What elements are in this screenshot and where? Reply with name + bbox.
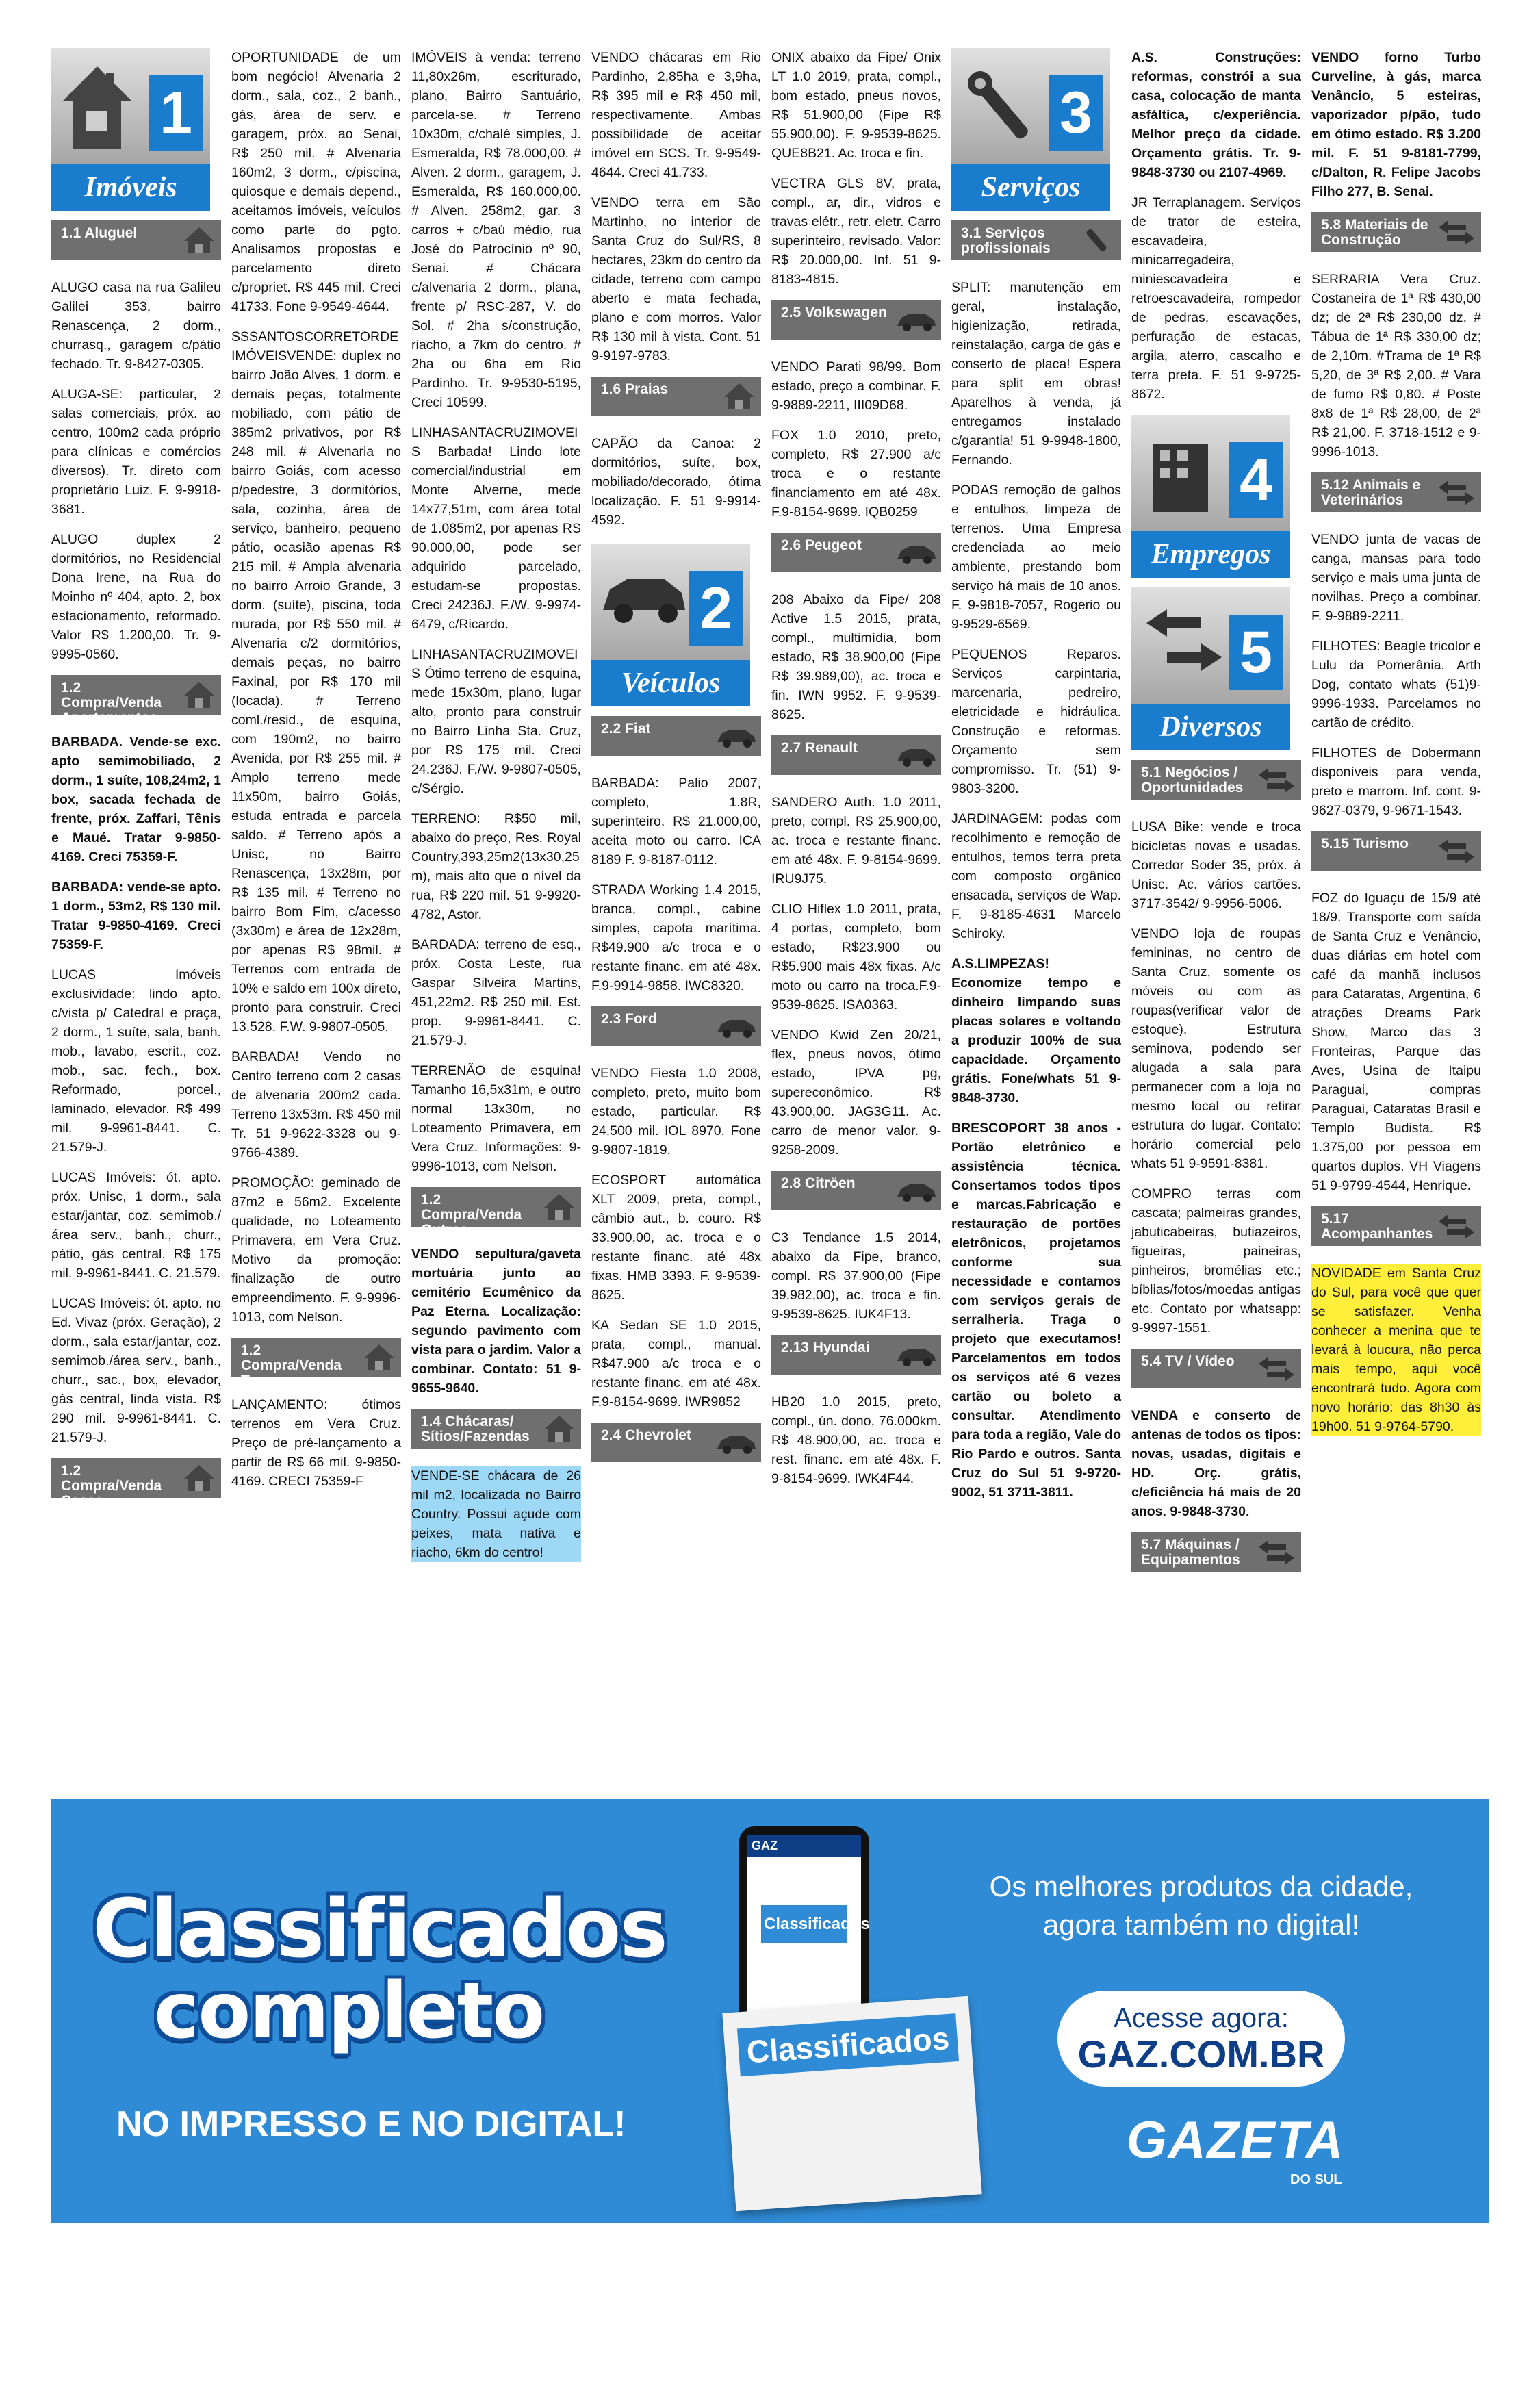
ad: LUSA Bike: vende e troca bicicletas novas e usadas. Corredor Soder 35, próx. à Unisc. Ac. vários cartões. 3717-3542/ 9-9956-5006. [1131,819,1301,911]
category-label: Imóveis [51,164,210,211]
ad: VENDO loja de roupas femininas, no centro de Santa Cruz, somente os móveis ou com as roupas(verificar valor de estoque). Estrutura seminova, podendo ser alugada a sala para permanecer com a loja no mesmo local ou retirar estrutura do lugar. Contato: horário comercial pelo whats 51 9-9591-8381. [1131,926,1301,1171]
banner-title: completo [154,1967,544,2056]
ad: VENDO forno Turbo Curveline, à gás, marca Venâncio, 5 esteiras, vaporizador p/pão, tudo em ótimo estado. R$ 3.200 mil. F. 51 9-8181-7799, c/Dalton, R. Felipe Jacobs Filho 277, B. Senai. [1311,50,1481,199]
section-praias: 1.6 Praias [591,377,761,416]
ad: VENDO chácaras em Rio Pardinho, 2,85ha e 3,9ha, R$ 395 mil e R$ 450 mil, respectivamente. Ambas possibilidade de aceitar imóvel em SCS. Tr. 9-9549-4644. Creci 41.733. [591,50,761,180]
section-materiais-construcao: 5.8 Materiais de Construção [1311,212,1481,252]
car-icon [716,1428,757,1457]
section-hyundai: 2.13 Hyundai [771,1335,941,1375]
section-negocios: 5.1 Negócios / Oportunidades [1131,760,1301,800]
section-turismo: 5.15 Turismo [1311,831,1481,871]
section-compra-venda-outros: 1.2 Compra/Venda Outros [411,1187,581,1227]
section-maquinas: 5.7 Máquinas / Equipamentos [1131,1532,1301,1572]
section-tv-video: 5.4 TV / Vídeo [1131,1349,1301,1388]
banner-title: Classificados [92,1881,667,1976]
arrows-icon [1436,837,1477,865]
house-icon [543,1192,576,1221]
ad: SSSANTOSCORRETORDEIMÓVEISVENDE: duplex no bairro João Alves, 1 dorm. e demais peças, totalmente mobiliado, com pátio de 385m2 privativos, por R$ 248 mil. # Alvenaria no bairro Goiás, com acesso p/pedestre, 3 dormitórios, sala, cozinha, área de serviço, banheiro, pequeno pátio, ocasião apenas R$ 215 mil. # Ampla alvenaria no bairro Arroio Grande, 3 dorm. (suíte), piscina, toda murada, por R$ 550 mil. # Alvenaria c/2 dormitórios, demais peças, no bairro Faxinal, por R$ 170 mil (locada). # Terreno coml./resid., de esquina, com 190m2, no bairro Avenida, por R$ 255 mil. # Amplo terreno mede 11x50m, bairro Goiás, estuda entrada e parcela saldo. # Terreno após a Unisc, no Bairro Renascença, 13x28m, por R$ 135 mil. # Terreno no bairro Bom Fim, c/acesso (3x30m) e área de 12x28m, por apenas R$ 98mil. # Terrenos com entrada de 10% e saldo em 100x direto, pronto para construir. Creci 13.528. F.W. 9-9807-0505. [231,329,401,1034]
house-icon [363,1343,396,1372]
category-imoveis [51,48,210,211]
ad: NOVIDADE em Santa Cruz do Sul, para você que quer se satisfazer. Venha conhecer a menina que te levará à loucura, não perca mais tempo, aqui você encontrará tudo. Agora com novo horário: das 8h30 às 19h00. 51 9-9764-5790. [1311,1264,1481,1436]
ad: CAPÃO da Canoa: 2 dormitórios, suíte, box, mobiliado/decorado, ótima localização. F. 51 9-9914-4592. [591,436,761,528]
column-2 [231,48,401,1759]
house-icon [60,63,135,152]
section-acompanhantes: 5.17 Acompanhantes [1311,1206,1481,1246]
column-8 [1311,48,1481,1759]
arrows-icon [1256,765,1297,794]
ad: SERRARIA Vera Cruz. Costaneira de 1ª R$ 430,00 dz; de 2ª R$ 230,00 dz. # Tábua de 1ª R$ 330,00 dz; de 2,10m. #Trama de 1ª R$ 5,20, de 3ª R$ 2,00. # Vara de fumo R$ 0,80. # Poste 8x8 de 1ª R$ 28,00, de 2ª R$ 21,00. F. 3718-1512 e 9-9996-1013. [1311,272,1481,459]
ad: LINHASANTACRUZIMOVEIS Ótimo terreno de esquina, mede 15x30m, plano, lugar alto, pronto para construir no Bairro Linha Sta. Cruz, por R$ 175 mil. Creci 24.236J. F./W. 9-9807-0505, c/Sérgio. [411,647,581,796]
ad: LUCAS Imóveis: ót. apto. próx. Unisc, 1 dorm., sala estar/jantar, coz. semimob./área serv., banh., churr., pátio, gás central. R$ 175 mil. 9-9961-8441. C. 21.579. [51,1170,221,1281]
ad: TERRENÃO de esquina! Tamanho 16,5x31m, e outro normal 13x30m, no Loteamento Primavera, em Vera Cruz. Informações: 9-9996-1013, com Nelson. [411,1063,581,1174]
ad: FOX 1.0 2010, preto, completo, R$ 27.900 a/c troca e o restante financiamento em até 48x. F.9-8154-9699. IQB0259 [771,428,941,520]
ad: CLIO Hiflex 1.0 2011, prata, 4 portas, completo, bom estado, R$23.900 ou R$5.900 mais 48x fixas. A/c moto ou carro na troca.F.9-9539-8625. ISA0363. [771,902,941,1012]
arrows-icon [1256,1354,1297,1383]
access-link-button[interactable]: Acesse agora: GAZ.COM.BR [1057,1991,1345,2087]
house-icon [183,680,216,709]
category-veiculos [591,544,750,706]
section-citroen: 2.8 Citröen [771,1171,941,1210]
ad: PEQUENOS Reparos. Serviços carpintaria, marcenaria, pedreiro, eletricidade e hidráulica. Construção e reformas. Orçamento sem compromisso. Tr. (51) 9-9803-3200. [951,647,1121,796]
section-compra-venda-terrenos: 1.2 Compra/Venda Terrenos [231,1338,401,1377]
section-renault: 2.7 Renault [771,735,941,775]
ad: SPLIT: manutenção em geral, instalação, higienização, retirada, reinstalação, carga de gás e conserto de placa! Espera para split em obras! Aparelhos à venda, já entregamos instalado c/garantia! 51 9-9948-1800, Fernando. [951,280,1121,468]
ad: A.S.LIMPEZAS! Economize tempo e dinheiro limpando suas placas solares e voltando a produzir 100% de sua capacidade. Orçamento grátis. Fone/whats 51 9-9848-3730. [951,956,1121,1106]
wrench-icon [1076,226,1117,255]
ad: LINHASANTACRUZIMOVEIS Barbada! Lindo lote comercial/industrial em Monte Alverne, mede 14x77,51m, com área total de 1.085m2, por apenas RS 90.000,00, pode ser adquirido parcelado, estudam-se propostas. Creci 24236J. F./W. 9-9974-6479, c/Ricardo. [411,425,581,632]
ad: STRADA Working 1.4 2015, branca, compl., cabine simples, capota marítima. R$49.900 a/c troca e o restante financ. em até 48x. F.9-9914-9858. IWC8320. [591,882,761,993]
ad: ECOSPORT automática XLT 2009, preta, compl., câmbio aut., b. couro. R$ 33.900,00, ac. troca e o restante financ. até 48x fixas. HMB 3393. F. 9-9539-8625. [591,1173,761,1303]
ad: BARDADA: terreno de esq., próx. Costa Leste, rua Gaspar Silveira Martins, 451,22m2. R$ 250 mil. Est. prop. 9-9961-8441. C. 21.579-J. [411,937,581,1048]
ad: VENDO Fiesta 1.0 2008, completo, preto, muito bom estado, particular. R$ 24.500 mil. IOL 8970. Fone 9-9807-1819. [591,1066,761,1158]
car-icon [600,559,689,634]
ad: LUCAS Imóveis exclusividade: lindo apto. c/vista p/ Catedral e praça, 2 dorm., 1 suíte, sala, banh. mob., lavabo, escrit., coz. mob., sac. fech., box. Reformado, porcel., laminado, elevador. R$ 499 mil. 9-9961-8441. C. 21.579-J. [51,967,221,1155]
section-animais: 5.12 Animais e Veterinários [1311,472,1481,512]
promo-banner[interactable] [51,1799,1489,2223]
column-3 [411,48,581,1759]
ad: PODAS remoção de galhos e entulhos, limpeza de terrenos. Uma Empresa credenciada ao meio ambiente, prestando bom serviço há mais de 10 anos. F. 9-9818-7057, Rogerio ou 9-9529-6569. [951,483,1121,632]
ad: VECTRA GLS 8V, prata, compl., ar, dir., vidros e travas elétr., retr. eletr. Carro superinteiro, revisado. Valor: R$ 20.000,00. Inf. 51 9-8183-4815. [771,176,941,287]
ad: VENDA e conserto de antenas de todos os tipos: novas, usadas, digitais e HD. Orç. grátis, c/eficiência há mais de 20 anos. 9-9848-3730. [1131,1408,1301,1519]
ad: TERRENO: R$50 mil, abaixo do preço, Res. Royal Country,393,25m2(13x30,25m), mais alto que o nível da rua, R$ 220 mil. 51 9-9920-4782, Astor. [411,811,581,922]
building-icon [1140,430,1222,519]
ad: IMÓVEIS à venda: terreno 11,80x26m, escriturado, plano, Bairro Santuário, parcela-se. # Terreno 10x30m, c/chalé simples, J. Esmeralda, R$ 78.000,00. # Alven. 2 dorm., garagem, J. Esmeralda, R$ 160.000,00. # Alven. 258m2, gar. 3 carros + c/baú médio, rua José do Patrocínio nº 90, Senai. # Chácara c/alvenaria 2 dorm., plana, frente p/ RSC-287, V. do Sol. # 2ha s/construção, riacho, a 7km do centro. # 2ha ou 6ha em Rio Pardinho. Tr. 9-9530-5195, Creci 10599. [411,50,581,410]
column-7 [1131,48,1301,1759]
category-empregos [1131,415,1290,578]
section-compra-venda-casas: 1.2 Compra/Venda Casas [51,1458,221,1498]
column-1 [51,48,221,1759]
category-number: 2 [689,571,743,646]
section-peugeot: 2.6 Peugeot [771,533,941,572]
arrows-icon [1436,1212,1477,1240]
ad: VENDO terra em São Martinho, no interior de Santa Cruz do Sul/RS, 8 hectares, 23km do centro da cidade, terreno com campo aberto e mata fechada, plano e com morros. Valor R$ 130 mil à vista. Cont. 51 9-9197-9783. [591,195,761,364]
newspaper-mockup [722,1996,981,2211]
arrows-icon [1436,478,1477,507]
category-label: Empregos [1131,531,1290,578]
category-number: 4 [1229,442,1283,518]
ad: LANÇAMENTO: ótimos terrenos em Vera Cruz. Preço de pré-lançamento a partir de R$ 66 mil. 9-9850-4169. CRECI 75359-F [231,1397,401,1489]
section-fiat: 2.2 Fiat [591,716,761,756]
category-number: 1 [149,75,203,151]
ad: C3 Tendance 1.5 2014, abaixo da Fipe, branco, compl. R$ 37.900,00 (Fipe 39.982,00), ac. troca e fin. 9-9539-8625. IUK4F13. [771,1230,941,1322]
ad: KA Sedan SE 1.0 2015, prata, compl., manual. R$47.900 a/c troca e o restante financ. em até 48x. F.9-8154-9699. IWR9852 [591,1318,761,1410]
ad: ALUGA-SE: particular, 2 salas comerciais, próx. ao centro, 100m2 cada próprio para clínicas e comércios diversos). Tr. direto com proprietário Luiz. F. 9-9918-3681. [51,387,221,517]
category-number: 3 [1049,75,1103,151]
ad: VENDO Parati 98/99. Bom estado, preço a combinar. F. 9-9889-2211, III09D68. [771,359,941,413]
ad: BARBADA! Vendo no Centro terreno com 2 casas de alvenaria 200m2 cada. Terreno 13x53m. R$ 450 mil Tr. 51 9-9622-3328 ou 9-9766-4389. [231,1049,401,1160]
car-icon [716,1012,757,1041]
ad: LUCAS Imóveis: ót. apto. no Ed. Vivaz (próx. Geração), 2 dorm., sala estar/jantar, coz. semimob./área serv., banh., churr., sac., box, elevador, gás central, linda vista. R$ 290 mil. 9-9961-8441. C. 21.579-J. [51,1296,221,1445]
column-6 [951,48,1121,1759]
ad: VENDO Kwid Zen 20/21, flex, pneus novos, ótimo estado, IPVA pg, supereconômico. R$ 43.900,00. JAG3G11. Ac. carro de menor valor. 9-9258-2009. [771,1028,941,1158]
gazeta-logo-sub: DO SUL [1290,2172,1342,2187]
house-icon [183,226,216,255]
category-diversos [1131,587,1290,750]
gazeta-logo: GAZETA [1126,2111,1345,2169]
section-chevrolet: 2.4 Chevrolet [591,1423,761,1462]
ad: FILHOTES: Beagle tricolor e Lulu da Pomerânia. Arth Dog, contato whats (51)9-9996-1933. Parcelamos no cartão de crédito. [1311,639,1481,730]
arrows-icon [1140,602,1229,678]
category-number: 5 [1229,615,1283,690]
section-chacaras: 1.4 Chácaras/ Sítios/Fazendas [411,1409,581,1449]
ad: BRESCOPORT 38 anos - Portão eletrônico e assistência técnica. Consertamos todos tipos e marcas.Fabricação e restauração de portões eletrônicos, projetamos conforme sua necessidade e contamos com serviços gerais de serralheria. Traga o projeto que executamos! Parcelamentos em todos os serviços até 6 vezes cartão ou boleto a consultar. Atendimento para toda a região, Vale do Rio Pardo e outros. Santa Cruz do Sul 51 9-9720-9002, 51 3711-3811. [951,1121,1121,1500]
ad: FOZ do Iguaçu de 15/9 até 18/9. Transporte com saída de Santa Cruz e Venâncio, duas diárias em hotel com café da manhã inclusos para Cataratas, Argentina, 6 atrações Dreams Park Show, Marco das 3 Fronteiras, Parque das Aves, Usina de Itaipu Paraguai, compras Paraguai, Cataratas Brasil e Templo Budista. R$ 1.375,00 por pessoa em quartos duplos. VH Viagens 51 9-9799-4544, Henrique. [1311,891,1481,1193]
section-volkswagen: 2.5 Volkswagen [771,300,941,340]
ad: ALUGO duplex 2 dormitórios, no Residencial Dona Irene, na Rua do Moinho nº 404, apto. 2, box estacionamento, reformado. Valor R$ 1.200,00. Tr. 9-9995-0560. [51,532,221,662]
section-servicos-profissionais: 3.1 Serviços profissionais [951,220,1121,260]
section-ford: 2.3 Ford [591,1006,761,1046]
ad: VENDO sepultura/gaveta mortuária junto ao cemitério Ecumênico da Paz Eterna. Localização: segundo pavimento com vista para o jardim. Valor a combinar. Contato: 51 9-9655-9640. [411,1247,581,1396]
classifieds-page [51,48,1489,1759]
ad: ONIX abaixo da Fipe/ Onix LT 1.0 2019, prata, compl., bom estado, pneus novos, R$ 51.900,00 (Fipe R$ 55.900,00). F. 9-9539-8625. QUE8B21. Ac. troca e fin. [771,50,941,161]
car-icon [896,1176,937,1205]
ad: BARBADA: Palio 2007, completo, 1.8R, superinteiro. R$ 21.000,00, aceita moto ou carro. ICA 8189 F. 9-8187-0112. [591,776,761,867]
category-label: Veículos [591,660,750,706]
ad: JARDINAGEM: podas com recolhimento e remoção de entulhos, temos terra preta com composto orgânico ensacada, serviços de Wap. F. 9-8185-4631 Marcelo Schiroky. [951,811,1121,941]
phone-header: GAZ [747,1835,861,1857]
ad: COMPRO terras com cascata; palmeiras grandes, jabuticabeiras, butiazeiros, figueiras, paineiras, pinheiros, bromélias etc.; bíblias/fotos/moedas antigas etc. Contato por whatsapp: 9-9997-1551. [1131,1186,1301,1336]
column-4 [591,48,761,1759]
ad: BARBADA: vende-se apto. 1 dorm., 53m2, R$ 130 mil. Tratar 9-9850-4169. Creci 75359-F. [51,880,221,952]
banner-headline: Os melhores produtos da cidade, agora também no digital! [989,1870,1413,1941]
house-icon [543,1414,576,1443]
house-icon [723,382,756,411]
ad: ALUGO casa na rua Galileu Galilei 353, bairro Renascença, 2 dorm., churrasq., garagem c/pátio fechado. Tr. 9-8427-0305. [51,280,221,372]
arrows-icon [1436,218,1477,246]
banner-tagline: NO IMPRESSO E NO DIGITAL! [116,2104,626,2144]
car-icon [896,741,937,769]
column-5 [771,48,941,1759]
ad: A.S. Construções: reformas, constrói a sua casa, colocação de manta asfáltica, c/experiência. Melhor preço da cidade. Orçamento grátis. Tr. 9-9848-3730 ou 2107-4969. [1131,50,1301,180]
ad: JR Terraplanagem. Serviços de trator de esteira, escavadeira, minicarregadeira, miniescavadeira e retroescavadeira, rompedor de pedras, escavações, perfuração de estacas, argila, aterro, cascalho e terra preta. F. 51 9-9725-8672. [1131,195,1301,402]
car-icon [896,305,937,334]
category-servicos [951,48,1110,211]
section-aluguel: 1.1 Aluguel [51,220,221,260]
house-icon [183,1464,216,1492]
category-label: Serviços [951,164,1110,211]
ad: FILHOTES de Dobermann disponíveis para venda, preto e marrom. Inf. cont. 9-9627-0379, 9-9671-1543. [1311,745,1481,818]
section-compra-venda-apartamentos: 1.2 Compra/Venda Apartamentos [51,675,221,715]
ad: VENDO junta de vacas de canga, mansas para todo serviço e mais uma junta de novilhas. Preço a combinar. F. 9-9889-2211. [1311,532,1481,624]
ad: SANDERO Auth. 1.0 2011, preto, compl. R$ 25.900,00, ac. troca e restante financ. em até 48x. F. 9-8154-9699. IRU9J75. [771,795,941,887]
ad: HB20 1.0 2015, preto, compl., ún. dono, 76.000km. R$ 48.900,00, ac. troca e rest. financ. em até 48x. F. 9-8154-9699. IWK4F44. [771,1394,941,1486]
newspaper-title: Classificados [737,2013,959,2076]
car-icon [716,722,757,750]
ad: BARBADA. Vende-se exc. apto semimobiliado, 2 dorm., 1 suíte, 108,24m2, 1 box, sacada fechada de frente, próx. Zaffari, Tênis e Maué. Tratar 9-9850-4169. Creci 75359-F. [51,735,221,865]
wrench-icon [960,63,1042,152]
car-icon [896,538,937,567]
ad: OPORTUNIDADE de um bom negócio! Alvenaria 2 dorm., sala, coz., 2 banh., gás, área de serv. e garagem, próx. ao Senai, R$ 250 mil. # Alvenaria 160m2, 3 dorm., c/piscina, quiosque e demais depend., aceitamos imóveis, veículos como parte do pgto. Analisamos propostas e parcelamento direto c/propriet. R$ 445 mil. Creci 41733. Fone 9-9549-4644. [231,50,401,314]
car-icon [896,1340,937,1369]
ad: VENDE-SE chácara de 26 mil m2, localizada no Bairro Country. Possui açude com peixes, mata nativa e riacho, 6km do centro! [411,1466,581,1562]
arrows-icon [1256,1538,1297,1566]
category-label: Diversos [1131,704,1290,750]
phone-classificados: Classificados [761,1905,847,1943]
ad: PROMOÇÃO: geminado de 87m2 e 56m2. Excelente qualidade, no Loteamento Primavera, em Vera Cruz. Motivo da promoção: finalização de outro empreendimento. F. 9-9996-1013, com Nelson. [231,1175,401,1325]
ad: 208 Abaixo da Fipe/ 208 Active 1.5 2015, prata, compl., multimídia, bom estado, R$ 38.900,00 (Fipe R$ 39.989,00), ac. troca e fin. IWN 9952. F. 9-9539-8625. [771,592,941,722]
